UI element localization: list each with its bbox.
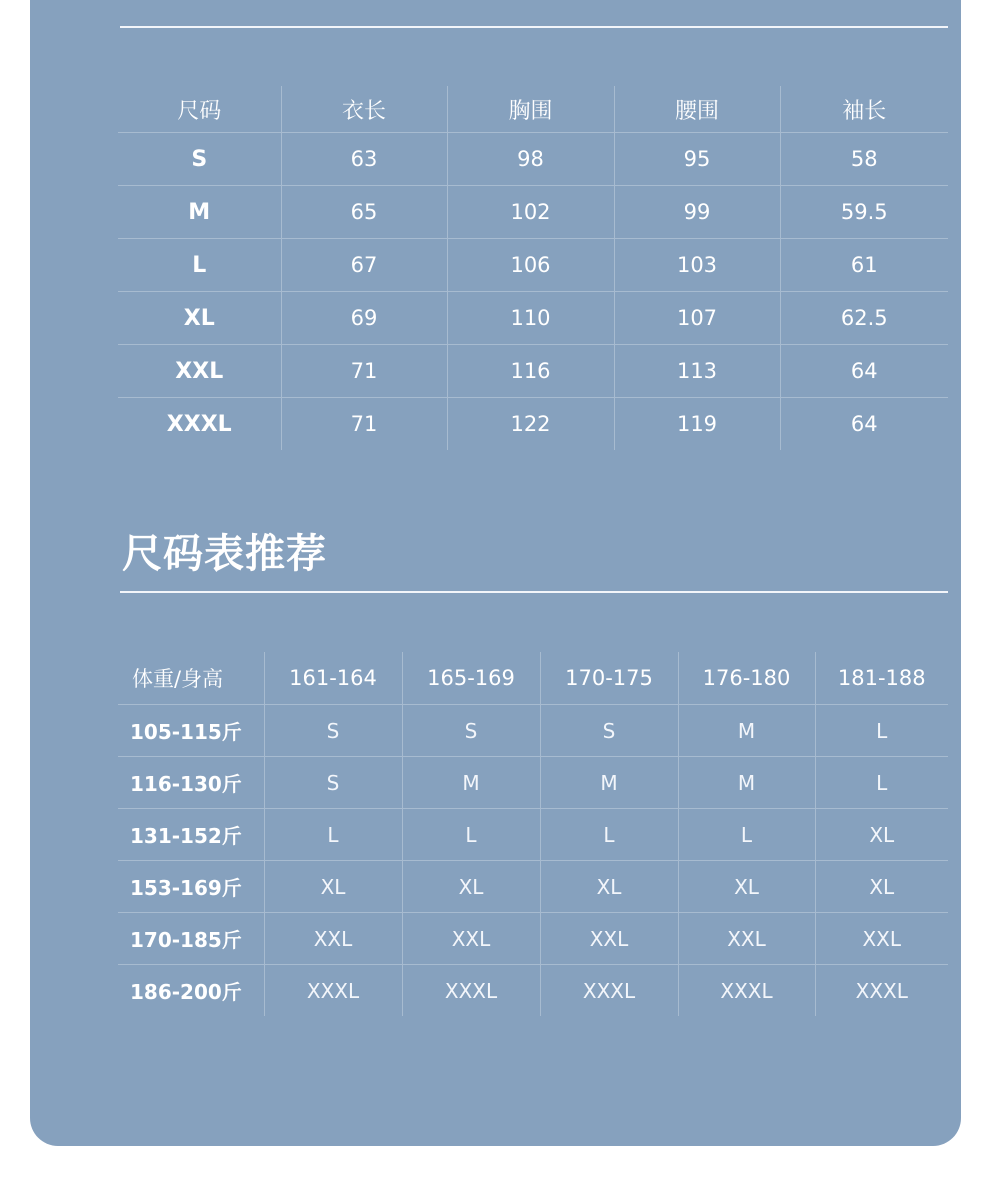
table-cell: S <box>264 757 402 809</box>
table-cell: 122 <box>447 398 614 451</box>
table-cell: 69 <box>281 292 447 345</box>
table-cell: 65 <box>281 186 447 239</box>
table-cell: M <box>540 757 678 809</box>
table-header-row <box>118 86 948 133</box>
table-row <box>118 809 948 861</box>
header-sleeve: 袖长 <box>780 86 948 133</box>
table-cell: M <box>402 757 540 809</box>
table-cell: 64 <box>780 345 948 398</box>
table-row <box>118 757 948 809</box>
header-height-range: 176-180 <box>678 652 815 705</box>
table-cell: 99 <box>614 186 780 239</box>
table-cell: XXL <box>540 913 678 965</box>
table-cell: 107 <box>614 292 780 345</box>
title-divider <box>120 26 948 28</box>
header-weight-height: 体重/身高 <box>132 667 224 691</box>
size-cell: XXXL <box>118 398 281 451</box>
header-height-range: 181-188 <box>815 652 948 705</box>
table-cell: XXXL <box>815 965 948 1017</box>
title-divider <box>120 591 948 593</box>
table-cell: XXL <box>402 913 540 965</box>
table-row <box>118 133 948 186</box>
table-row <box>118 913 948 965</box>
table-cell: XXL <box>264 913 402 965</box>
table-cell: S <box>264 705 402 757</box>
table-cell: 103 <box>614 239 780 292</box>
header-size: 尺码 <box>177 98 222 124</box>
size-chart-card <box>30 0 961 1146</box>
table-cell: XL <box>815 809 948 861</box>
table-cell: 106 <box>447 239 614 292</box>
weight-cell: 116-130斤 <box>118 757 264 809</box>
table-cell: M <box>678 705 815 757</box>
table-row <box>118 398 948 451</box>
size-cell: L <box>118 239 281 292</box>
table-cell: 62.5 <box>780 292 948 345</box>
table-row <box>118 292 948 345</box>
table-cell: 58 <box>780 133 948 186</box>
table-cell: XXL <box>815 913 948 965</box>
table-cell: 95 <box>614 133 780 186</box>
header-height-range: 170-175 <box>540 652 678 705</box>
table-row <box>118 345 948 398</box>
weight-cell: 186-200斤 <box>118 965 264 1017</box>
table-cell: 64 <box>780 398 948 451</box>
table-cell: 71 <box>281 398 447 451</box>
table-row <box>118 239 948 292</box>
header-chest: 胸围 <box>447 86 614 133</box>
table-cell: XXXL <box>540 965 678 1017</box>
size-recommendation-title: 尺码表推荐 <box>122 531 327 577</box>
table-cell: L <box>815 757 948 809</box>
table-row <box>118 186 948 239</box>
size-cell: S <box>118 133 281 186</box>
table-cell: S <box>540 705 678 757</box>
header-height-range: 161-164 <box>264 652 402 705</box>
table-cell: L <box>402 809 540 861</box>
weight-cell: 153-169斤 <box>118 861 264 913</box>
size-recommendation-table <box>118 652 948 1016</box>
header-height-range: 165-169 <box>402 652 540 705</box>
table-cell: XXXL <box>264 965 402 1017</box>
table-cell: M <box>678 757 815 809</box>
table-cell: L <box>678 809 815 861</box>
table-cell: S <box>402 705 540 757</box>
size-cell: XL <box>118 292 281 345</box>
table-row <box>118 965 948 1017</box>
table-cell: 59.5 <box>780 186 948 239</box>
mens-size-chart-title <box>122 0 327 3</box>
header-length: 衣长 <box>281 86 447 133</box>
weight-cell: 170-185斤 <box>118 913 264 965</box>
table-cell: XXXL <box>678 965 815 1017</box>
table-cell: 71 <box>281 345 447 398</box>
table-cell: 119 <box>614 398 780 451</box>
weight-cell: 105-115斤 <box>118 705 264 757</box>
table-cell: L <box>815 705 948 757</box>
table-cell: L <box>264 809 402 861</box>
table-cell: XL <box>540 861 678 913</box>
weight-cell: 131-152斤 <box>118 809 264 861</box>
table-row <box>118 861 948 913</box>
table-cell: XL <box>264 861 402 913</box>
table-cell: XL <box>402 861 540 913</box>
table-cell: 61 <box>780 239 948 292</box>
table-row <box>118 705 948 757</box>
table-cell: XXL <box>678 913 815 965</box>
size-measurement-table <box>118 86 948 450</box>
table-cell: 113 <box>614 345 780 398</box>
size-cell: M <box>118 186 281 239</box>
table-header-row <box>118 652 948 705</box>
table-cell: XXXL <box>402 965 540 1017</box>
header-waist: 腰围 <box>614 86 780 133</box>
table-cell: XL <box>815 861 948 913</box>
table-cell: XL <box>678 861 815 913</box>
table-cell: 63 <box>281 133 447 186</box>
table-cell: 116 <box>447 345 614 398</box>
table-cell: 102 <box>447 186 614 239</box>
size-cell: XXL <box>118 345 281 398</box>
table-cell: 110 <box>447 292 614 345</box>
table-cell: L <box>540 809 678 861</box>
table-cell: 67 <box>281 239 447 292</box>
table-cell: 98 <box>447 133 614 186</box>
